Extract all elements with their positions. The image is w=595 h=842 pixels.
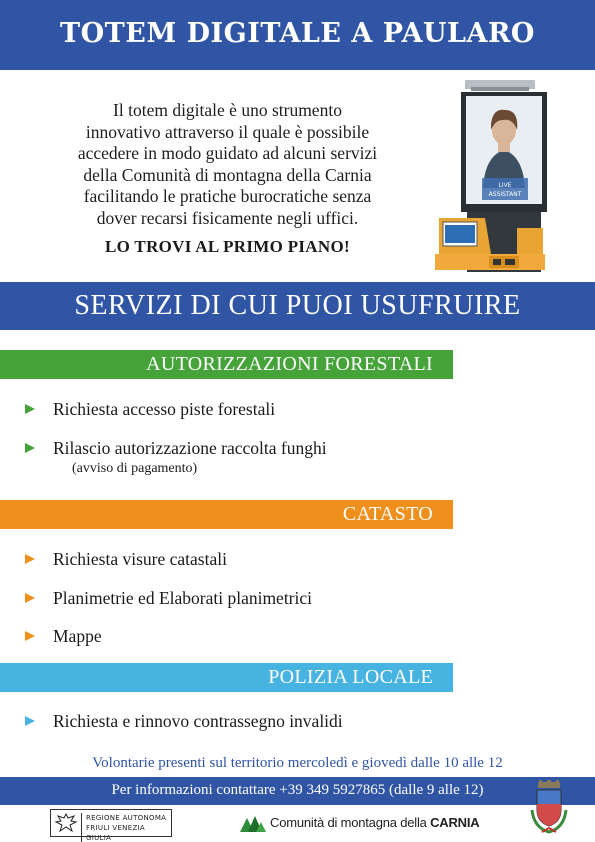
org-name — [270, 815, 479, 830]
section-header-catasto: CATASTO — [0, 500, 453, 529]
region-logo — [50, 809, 172, 842]
service-item-note: (avviso di pagamento) — [72, 461, 198, 476]
service-item-label: Rilascio autorizzazione raccolta funghi — [53, 438, 327, 458]
bullet-triangle-icon — [25, 554, 35, 564]
page-title: TOTEM DIGITALE A PAULARO — [60, 18, 535, 49]
bullet-triangle-icon — [25, 404, 35, 414]
eagle-emblem-icon — [54, 812, 78, 834]
contact-info: Per informazioni contattare +39 349 5927865 (dalle 9 alle 12) — [111, 782, 484, 798]
region-name-line-1: REGIONE AUTONOMA — [86, 814, 167, 822]
municipal-crest-icon — [528, 780, 570, 836]
mountain-trees-icon — [238, 814, 268, 834]
service-item-label: Mappe — [53, 626, 102, 646]
bullet-triangle-icon — [25, 593, 35, 603]
volunteers-note: Volontarie presenti sul territorio mercoledì e giovedì dalle 10 alle 12 — [92, 755, 503, 771]
intro-line: innovativo attraverso il quale è possibile — [85, 121, 370, 142]
service-item — [25, 588, 312, 609]
info-band — [0, 777, 595, 805]
location-callout: LO TROVI AL PRIMO PIANO! — [105, 237, 350, 256]
bullet-triangle-icon — [25, 631, 35, 641]
region-name-line-2: FRIULI VENEZIA GIULIA — [86, 824, 145, 842]
service-item — [25, 438, 327, 459]
intro-line: facilitando le pratiche burocratiche senza — [83, 186, 372, 206]
service-item — [25, 549, 227, 570]
service-item-label: Richiesta e rinnovo contrassegno invalidi — [53, 711, 343, 731]
org-name-suffix: CARNIA — [430, 815, 480, 830]
section-header-forestali: AUTORIZZAZIONI FORESTALI — [0, 350, 453, 379]
intro-paragraph — [40, 100, 415, 229]
section-header-polizia: POLIZIA LOCALE — [0, 663, 453, 692]
bullet-triangle-icon — [25, 716, 35, 726]
bullet-triangle-icon — [25, 443, 35, 453]
screen-label-live: LIVE — [498, 182, 512, 189]
service-item — [25, 626, 102, 647]
service-item-label: Richiesta visure catastali — [53, 549, 227, 569]
header-band — [0, 0, 595, 70]
service-item-label: Richiesta accesso piste forestali — [53, 399, 276, 419]
comunita-logo — [238, 812, 480, 836]
intro-line: dover recarsi fisicamente negli uffici. — [96, 207, 359, 228]
service-item — [25, 711, 343, 732]
intro-line: accedere in modo guidato ad alcuni servizi — [77, 143, 378, 163]
totem-kiosk-illustration — [433, 78, 548, 278]
org-name-prefix: Comunità di montagna della — [270, 815, 431, 830]
services-title: SERVIZI DI CUI PUOI USUFRUIRE — [74, 290, 521, 321]
service-item-label: Planimetrie ed Elaborati planimetrici — [53, 588, 313, 608]
service-item — [25, 399, 275, 420]
screen-label-assistant: ASSISTANT — [488, 191, 522, 198]
services-band — [0, 282, 595, 330]
intro-line: della Comunità di montagna della Carnia — [83, 164, 372, 185]
intro-line: Il totem digitale è uno strumento — [113, 100, 342, 120]
